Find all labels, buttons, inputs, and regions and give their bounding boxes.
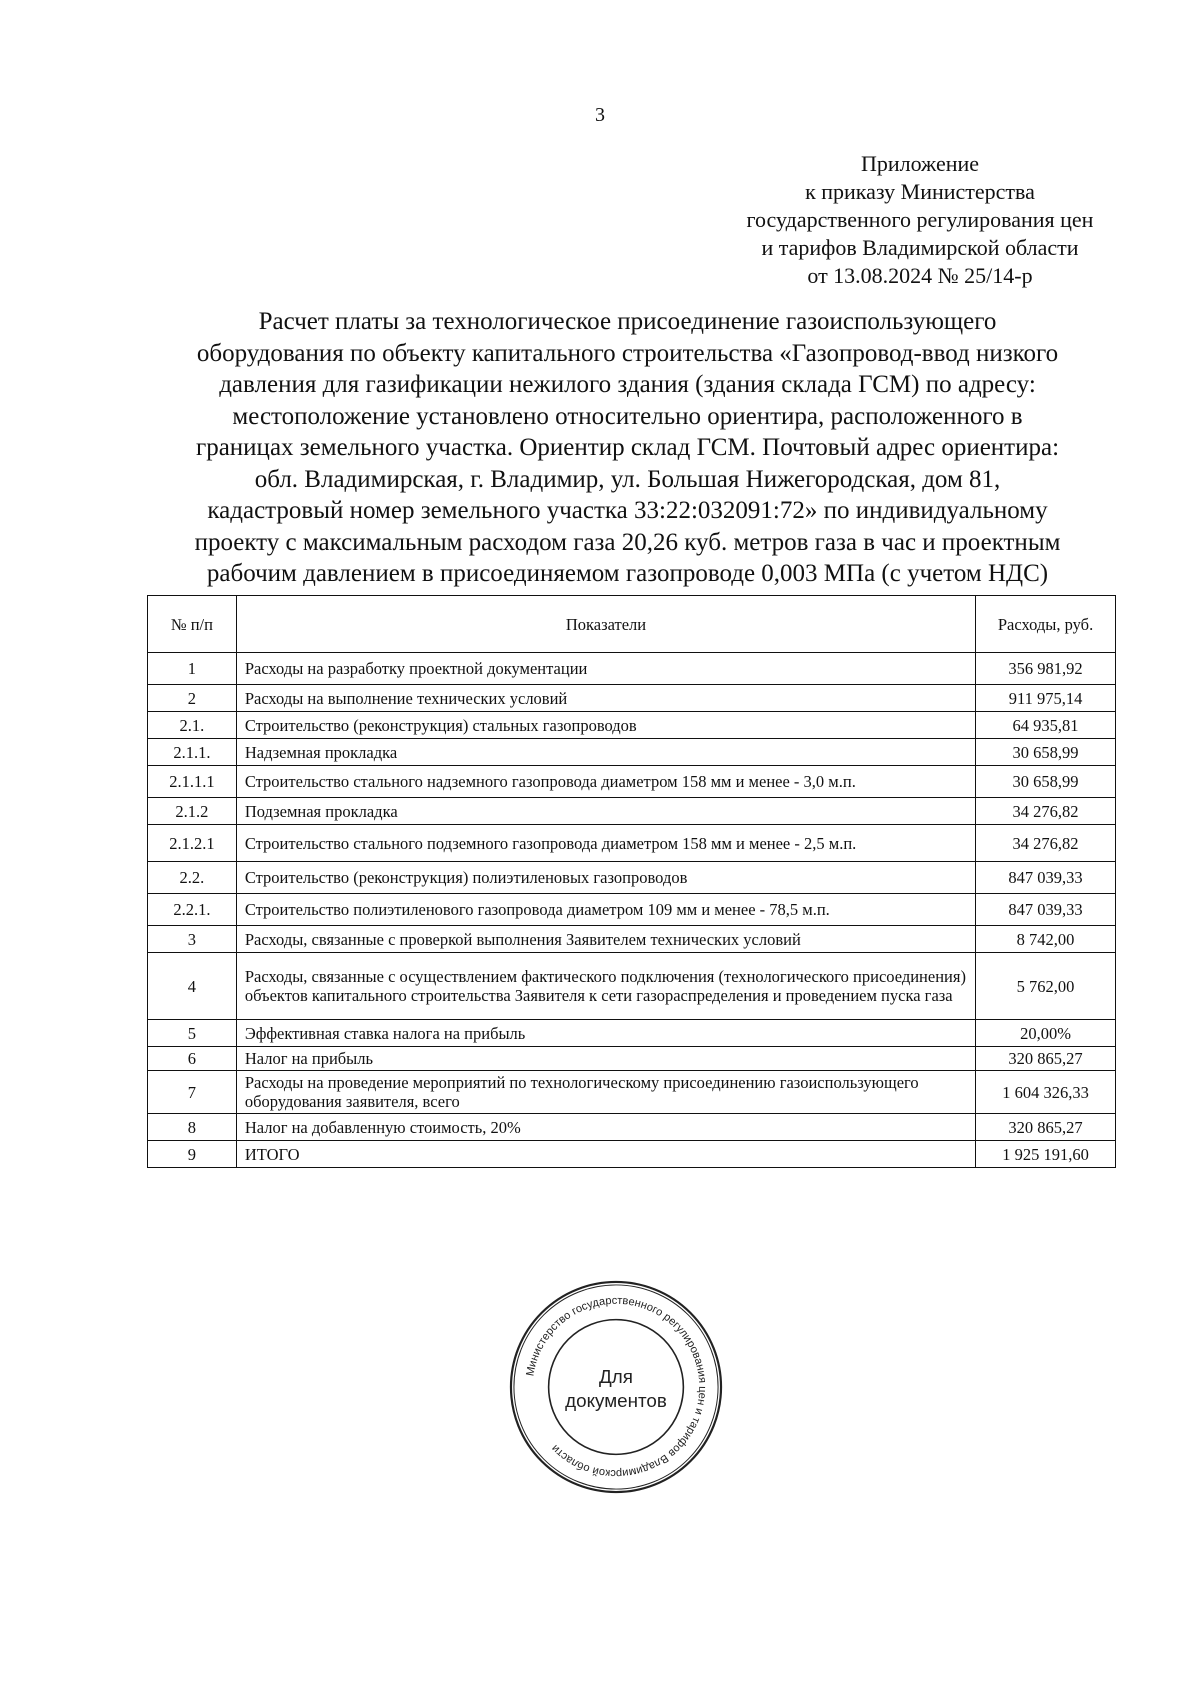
row-num: 2.1. xyxy=(148,712,237,739)
row-value: 1 925 191,60 xyxy=(976,1141,1116,1168)
title-line: оборудования по объекту капитального строительства «Газопровод-ввод низкого xyxy=(196,339,1059,367)
row-num: 2 xyxy=(148,685,237,712)
row-value: 5 762,00 xyxy=(976,953,1116,1020)
table-row xyxy=(148,1047,1116,1071)
table-row xyxy=(148,739,1116,766)
appendix-line: к приказу Министерства xyxy=(805,179,1035,204)
row-num: 2.1.1.1 xyxy=(148,766,237,798)
row-value: 8 742,00 xyxy=(976,926,1116,953)
row-name: Строительство стального надземного газопровода диаметром 158 мм и менее - 3,0 м.п. xyxy=(236,766,975,798)
table-row xyxy=(148,894,1116,926)
title-line: рабочим давлением в присоединяемом газопроводе 0,003 МПа (с учетом НДС) xyxy=(206,560,1049,587)
stamp-center-line1: Для xyxy=(599,1366,633,1388)
row-name: Эффективная ставка налога на прибыль xyxy=(236,1020,975,1047)
row-num: 7 xyxy=(148,1071,237,1114)
table-row xyxy=(148,798,1116,825)
row-name: Расходы на выполнение технических условий xyxy=(236,685,975,712)
row-num: 2.2. xyxy=(148,862,237,894)
header-indicator: Показатели xyxy=(236,596,975,653)
title-line: кадастровый номер земельного участка 33:22:032091:72» по индивидуальному xyxy=(207,497,1048,524)
row-name: Строительство (реконструкция) стальных газопроводов xyxy=(236,712,975,739)
table-row xyxy=(148,926,1116,953)
row-num: 4 xyxy=(148,953,237,1020)
row-num: 1 xyxy=(148,653,237,685)
row-num: 8 xyxy=(148,1114,237,1141)
row-num: 5 xyxy=(148,1020,237,1047)
row-num: 2.1.2.1 xyxy=(148,825,237,862)
row-num: 3 xyxy=(148,926,237,953)
row-value: 1 604 326,33 xyxy=(976,1071,1116,1114)
title-line: давления для газификации нежилого здания (здания склада ГСМ) по адресу: xyxy=(219,371,1036,398)
title-line: границах земельного участка. Ориентир склад ГСМ. Почтовый адрес ориентира: xyxy=(195,434,1060,461)
appendix-line: и тарифов Владимирской области xyxy=(761,235,1079,260)
stamp-ring-text: Министерство государственного регулирования цен и тарифов Владимирской области xyxy=(524,1294,709,1480)
row-value: 320 865,27 xyxy=(976,1047,1116,1071)
table-row xyxy=(148,1020,1116,1047)
title-line: проекту с максимальным расходом газа 20,26 куб. метров газа в час и проектным xyxy=(194,528,1061,556)
row-name: ИТОГО xyxy=(236,1141,975,1168)
row-num: 2.2.1. xyxy=(148,894,237,926)
row-value: 34 276,82 xyxy=(976,825,1116,862)
title-line: местоположение установлено относительно ориентира, расположенного в xyxy=(232,402,1023,430)
table-row xyxy=(148,1114,1116,1141)
row-num: 9 xyxy=(148,1141,237,1168)
row-name: Расходы, связанные с проверкой выполнения Заявителем технических условий xyxy=(236,926,975,953)
table-row xyxy=(148,862,1116,894)
row-value: 911 975,14 xyxy=(976,685,1116,712)
row-name: Налог на прибыль xyxy=(236,1047,975,1071)
table-row xyxy=(148,1141,1116,1168)
stamp-center-line2: документов xyxy=(565,1389,667,1411)
row-value: 320 865,27 xyxy=(976,1114,1116,1141)
row-num: 6 xyxy=(148,1047,237,1071)
row-name: Строительство (реконструкция) полиэтиленовых газопроводов xyxy=(236,862,975,894)
row-name: Расходы на проведение мероприятий по технологическому присоединению газоиспользующего оборудования заявителя, всего xyxy=(236,1071,975,1114)
appendix-line: Приложение xyxy=(860,151,980,176)
row-value: 356 981,92 xyxy=(976,653,1116,685)
row-name: Расходы, связанные с осуществлением фактического подключения (технологического присоединения) объектов капитального строительства Заявителя к сети газораспределения и проведением пуска газа xyxy=(236,953,975,1020)
row-value: 30 658,99 xyxy=(976,739,1116,766)
row-name: Надземная прокладка xyxy=(236,739,975,766)
title-line: обл. Владимирская, г. Владимир, ул. Большая Нижегородская, дом 81, xyxy=(254,465,1001,493)
row-value: 20,00% xyxy=(976,1020,1116,1047)
appendix-line: государственного регулирования цен xyxy=(746,207,1094,232)
table-row xyxy=(148,685,1116,712)
row-name: Строительство полиэтиленового газопровода диаметром 109 мм и менее - 78,5 м.п. xyxy=(236,894,975,926)
row-name: Налог на добавленную стоимость, 20% xyxy=(236,1114,975,1141)
appendix-line: от 13.08.2024 № 25/14-р xyxy=(807,263,1033,288)
header-cost: Расходы, руб. xyxy=(976,596,1116,653)
row-name: Подземная прокладка xyxy=(236,798,975,825)
row-num: 2.1.1. xyxy=(148,739,237,766)
costs-table xyxy=(147,595,1116,1168)
row-value: 30 658,99 xyxy=(976,766,1116,798)
row-value: 34 276,82 xyxy=(976,798,1116,825)
table-row xyxy=(148,825,1116,862)
row-value: 847 039,33 xyxy=(976,894,1116,926)
row-name: Строительство стального подземного газопровода диаметром 158 мм и менее - 2,5 м.п. xyxy=(236,825,975,862)
official-stamp xyxy=(507,1278,725,1496)
table-row xyxy=(148,653,1116,685)
table-header-row xyxy=(148,596,1116,653)
header-num: № п/п xyxy=(148,596,237,653)
row-value: 64 935,81 xyxy=(976,712,1116,739)
row-name: Расходы на разработку проектной документации xyxy=(236,653,975,685)
table-row xyxy=(148,766,1116,798)
table-row xyxy=(148,1071,1116,1114)
appendix-header xyxy=(730,150,1110,290)
row-num: 2.1.2 xyxy=(148,798,237,825)
table-row xyxy=(148,953,1116,1020)
row-value: 847 039,33 xyxy=(976,862,1116,894)
document-title xyxy=(140,306,1115,590)
table-row xyxy=(148,712,1116,739)
page-number: 3 xyxy=(595,104,605,126)
title-line: Расчет платы за технологическое присоединение газоиспользующего xyxy=(258,308,997,335)
